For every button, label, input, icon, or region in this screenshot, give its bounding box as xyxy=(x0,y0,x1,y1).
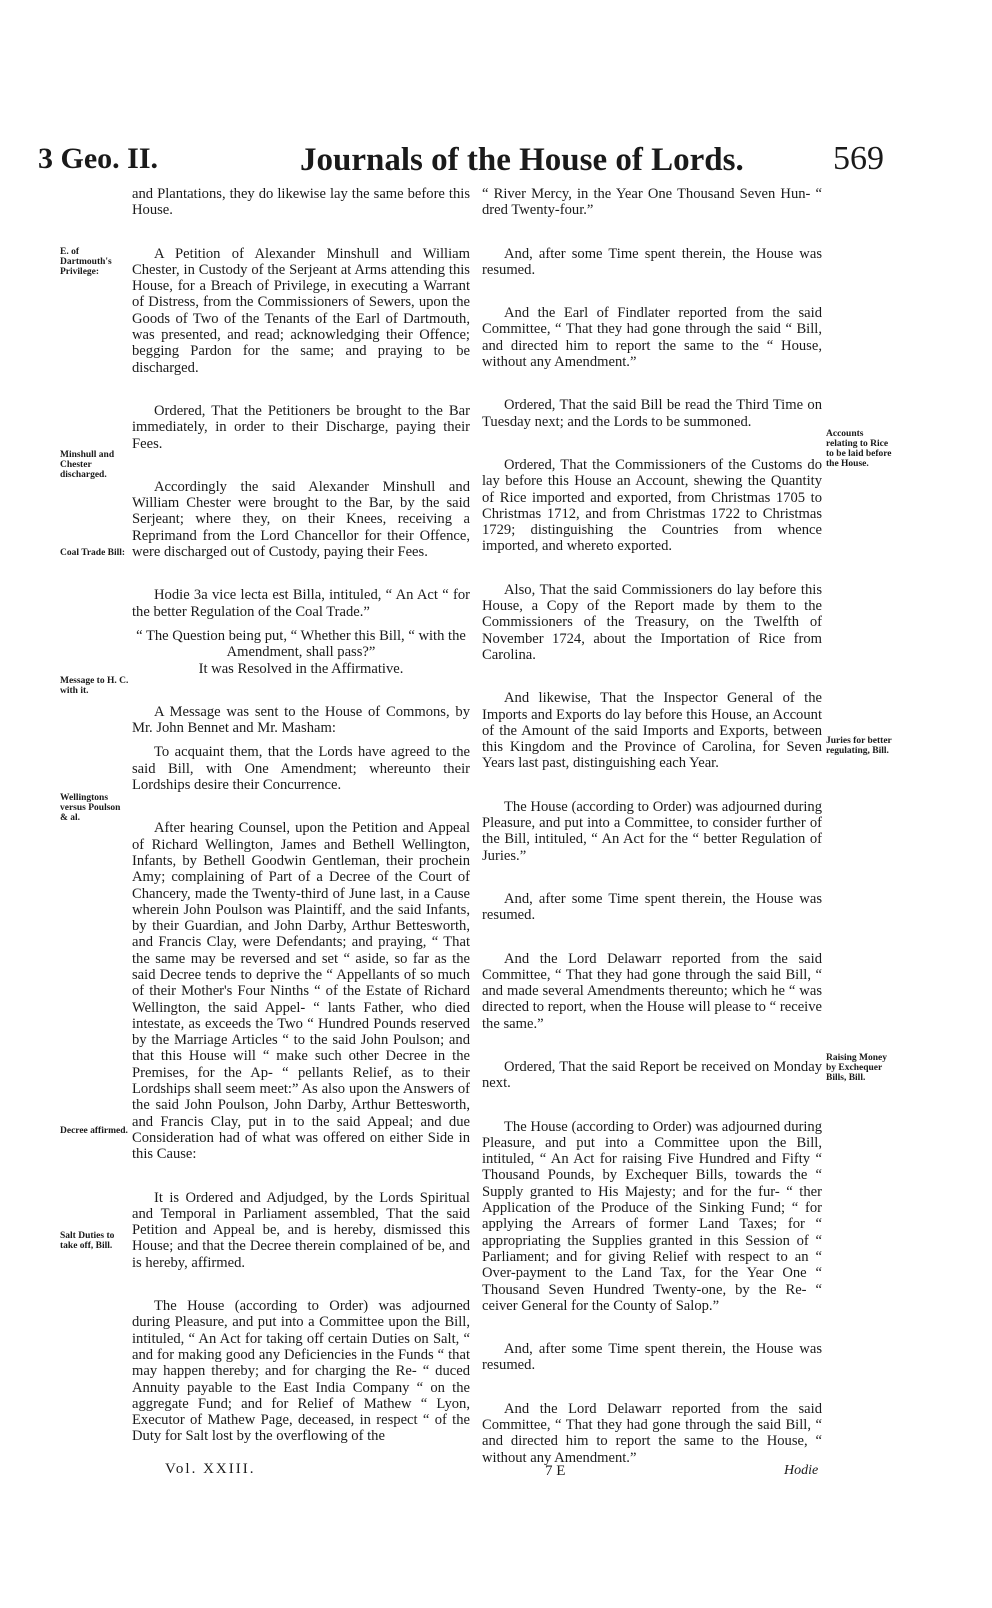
signature-mark: 7 E xyxy=(545,1463,566,1479)
paragraph: Ordered, That the said Bill be read the Third Time on Tuesday next; and the Lords to be summoned. xyxy=(482,397,822,430)
paragraph: And, after some Time spent therein, the House was resumed. xyxy=(482,1341,822,1374)
margin-note: Wellingtons versus Poulson & al. xyxy=(60,793,121,823)
paragraph: Ordered, That the Commissioners of the Customs do lay before this House an Account, shewing the Quantity of Rice imported and exported, from Christmas 1705 to Christmas 1712, and from Christmas 1722 to Christmas 1729; distinguishing the Countries from whence imported, and whereto exported. xyxy=(482,456,822,555)
margin-note: Raising Money by Exchequer Bills, Bill. xyxy=(826,1053,887,1083)
page-header xyxy=(0,142,992,192)
paragraph: A Petition of Alexander Minshull and William Chester, in Custody of the Serjeant at Arms attending this House, for a Breach of Privilege, in executing a Warrant of Distress, from the Commissioners of Sewers, upon the Goods of Two of the Tenants of the Earl of Dartmouth, was presented, and read; acknowledging their Offence; begging Pardon for the same; and praying to be discharged. xyxy=(132,245,470,376)
paragraph: Also, That the said Commissioners do lay before this House, a Copy of the Report made by them to the Commissioners of the Treasury, on the Twelfth of November 1724, about the Importation of Rice from Carolina. xyxy=(482,581,822,663)
page-number: 569 xyxy=(833,140,884,177)
paragraph: And the Earl of Findlater reported from the said Committee, “ That they had gone through the said “ Bill, and directed him to report the same to the “ House, without any Amendment.” xyxy=(482,305,822,371)
resolution-line: It was Resolved in the Affirmative. xyxy=(198,660,404,677)
paragraph: The House (according to Order) was adjourned during Pleasure, and put into a Committee upon the Bill, intituled, “ An Act for taking off certain Duties on Salt, “ and for making good any Deficiencies in the Funds “ that may happen thereby; and for charging the Re- “ duced Annuity payable to the East India Company “ on the aggregate Fund; and for Relief of Mathew “ Lyon, Executor of Mathew Page, deceased, in respect “ of the Duty for Salt lost by the overflowing of the xyxy=(132,1298,470,1445)
margin-note: Accounts relating to Rice to be laid before the House. xyxy=(826,429,892,469)
question-line: “ The Question being put, “ Whether this Bill, “ with the Amendment, shall pass?” xyxy=(136,627,466,661)
regnal-year: 3 Geo. II. xyxy=(38,142,158,175)
paragraph: The House (according to Order) was adjourned during Pleasure, and put into a Committee upon the Bill, intituled, “ An Act for raising Five Hundred and Fifty “ Thousand Pounds, by Exchequer Bills, towards the “ Supply granted to His Majesty; and for the fur- “ ther Application of the Produce of the Sinking Fund; “ for applying the Arrears of former Land Taxes; for “ appropriating the Supplies granted in this Session of “ Parliament; and for giving Relief with respect to an “ Over-payment to the Land Tax, for the Year One “ Thousand Seven Hundred Twenty-one, by the Re- “ ceiver General for the County of Salop.” xyxy=(482,1118,822,1314)
margin-note: Juries for better regulating, Bill. xyxy=(826,736,892,756)
margin-note: Minshull and Chester discharged. xyxy=(60,450,115,480)
paragraph: Ordered, That the said Report be received on Monday next. xyxy=(482,1058,822,1092)
paragraph: And the Lord Delawarr reported from the said Committee, “ That they had gone through the said Bill, “ and made several Amendments thereunto; which he “ was directed to report, when the House will please to “ receive the same.” xyxy=(482,950,822,1032)
margin-note: Decree affirmed. xyxy=(60,1126,128,1136)
paragraph: And likewise, That the Inspector General of the Imports and Exports do lay before this House, an Account of the Amount of the said Imports and Exports, between this Kingdom and the Province of Carolina, for Seven Years last past, distinguishing each Year. xyxy=(482,690,822,772)
margin-note: Salt Duties to take off, Bill. xyxy=(60,1231,115,1251)
paragraph: And, after some Time spent therein, the House was resumed. xyxy=(482,890,822,924)
right-column xyxy=(482,186,822,1493)
paragraph: After hearing Counsel, upon the Petition and Appeal of Richard Wellington, James and Bethell Wellington, Infants, by Bethell Goodwin Gentleman, their prochein Amy; complaining of Part of a Decree of the Court of Chancery, made the Twenty-third of June last, in a Cause wherein John Poulson was Plaintiff, and the said Infants, by their Guardian, and John Darby, Arthur Bettesworth, and Francis Clay, were Defendants; and praying, “ That the same may be reversed and set “ aside, so far as the said Decree tends to deprive the “ Appellants of so much of their Mother's Four Ninths “ of the Estate of Richard Wellington, the said Appel- “ lants Father, who died intestate, as exceeds the Two “ Hundred Pounds reserved by the Marriage Articles “ to the said John Poulson; and that this House will “ make such other Decree in the Premises, for the Ap- “ pellants Relief, as to their Lordships shall seem meet:” As also upon the Answers of the said John Poulson, John Darby, Arthur Bettesworth, and Francis Clay, put in to the said Appeal; and due Consideration had of what was offered on either Side in this Cause: xyxy=(132,820,470,1163)
paragraph: To acquaint them, that the Lords have agreed to the said Bill, with One Amendment; whereunto their Lordships desire their Concurrence. xyxy=(132,744,470,794)
paragraph: “ River Mercy, in the Year One Thousand Seven Hun- “ dred Twenty-four.” xyxy=(482,186,822,219)
paragraph: Hodie 3a vice lecta est Billa, intituled, “ An Act “ for the better Regulation of the Coal Trade.” xyxy=(132,587,470,620)
left-column xyxy=(132,186,470,1472)
paragraph: A Message was sent to the House of Commons, by Mr. John Bennet and Mr. Masham: xyxy=(132,703,470,737)
margin-note: E. of Dartmouth's Privilege: xyxy=(60,247,112,277)
paragraph: And the Lord Delawarr reported from the said Committee, “ That they had gone through the said Bill, “ and directed him to report the same to the House, “ without any Amendment.” xyxy=(482,1400,822,1466)
margin-note: Message to H. C. with it. xyxy=(60,676,129,696)
margin-note: Coal Trade Bill: xyxy=(60,548,126,558)
volume-number: Vol. XXIII. xyxy=(165,1461,256,1477)
paragraph: and Plantations, they do likewise lay the same before this House. xyxy=(132,186,470,219)
paragraph: And, after some Time spent therein, the House was resumed. xyxy=(482,245,822,278)
running-title: Journals of the House of Lords. xyxy=(300,142,744,178)
catchword: Hodie xyxy=(784,1463,819,1478)
paragraph: It is Ordered and Adjudged, by the Lords Spiritual and Temporal in Parliament assembled, That the said Petition and Appeal be, and is hereby, dismissed this House; and that the Decree therein complained of be, and is hereby, affirmed. xyxy=(132,1189,470,1271)
paragraph: The House (according to Order) was adjourned during Pleasure, and put into a Committee, to consider further of the Bill, intituled, “ An Act for the “ better Regulation of Juries.” xyxy=(482,798,822,864)
paragraph: Ordered, That the Petitioners be brought to the Bar immediately, in order to their Discharge, paying their Fees. xyxy=(132,402,470,452)
paragraph: Accordingly the said Alexander Minshull and William Chester were brought to the Bar, by the said Serjeant; where they, on their Knees, receiving a Reprimand from the Lord Chancellor for their Offence, were discharged out of Custody, paying their Fees. xyxy=(132,478,470,561)
